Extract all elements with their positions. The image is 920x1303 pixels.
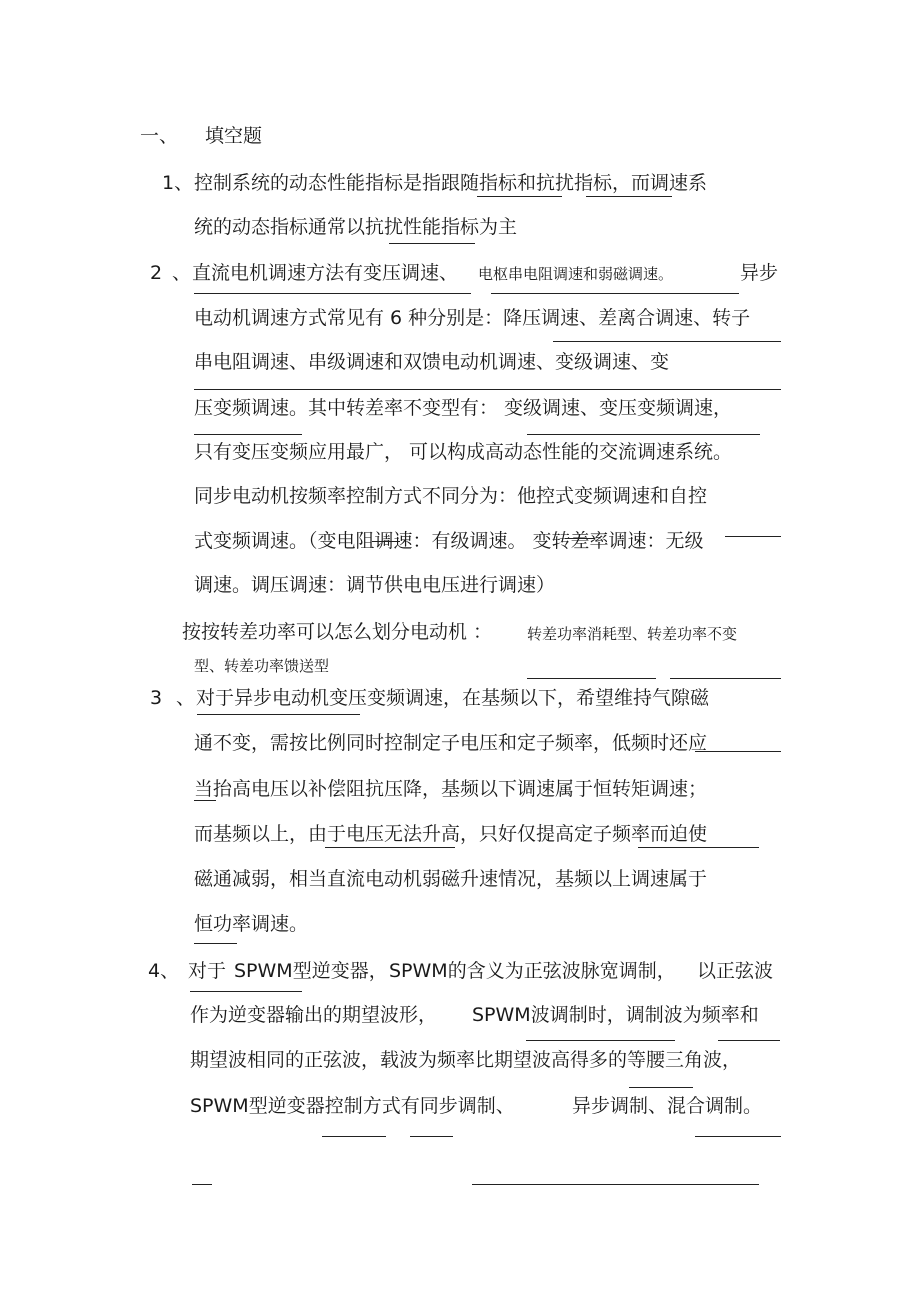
answer-underline: [565, 538, 595, 539]
question-number: 2: [150, 262, 163, 284]
question-number: 1、: [162, 172, 194, 194]
text-segment: 直流电机调速方法有变压调速、: [192, 262, 459, 284]
answer-underline: [695, 751, 781, 752]
answer-underline: [695, 1136, 781, 1137]
answer-underline: [197, 714, 360, 715]
answer-underline: [194, 293, 471, 294]
answer-underline: [190, 991, 302, 992]
text-segment: 电枢串电阻调速和弱磁调速。: [478, 265, 674, 283]
answer-underline: [325, 847, 455, 848]
answer-underline: [586, 196, 672, 197]
answer-underline: [192, 1184, 212, 1185]
text-line: 压变频调速。其中转差率不变型有： 变级调速、变压变频调速，: [194, 397, 733, 419]
text-line: 同步电动机按频率控制方式不同分为：他控式变频调速和自控: [194, 485, 708, 507]
text-line: 电动机调速方式常见有 6 种分别是：降压调速、差离合调速、转子: [194, 307, 751, 329]
answer-underline: [477, 196, 562, 197]
answer-underline: [718, 1040, 780, 1041]
text-segment: SPWM的含义为正弦波脉宽调制，: [389, 960, 676, 982]
answer-underline: [527, 678, 656, 679]
text-line: 当抬高电压以补偿阻抗压降，基频以下调速属于恒转矩调速；: [194, 778, 708, 800]
text-segment: 转差功率消耗型、转差功率不变: [527, 625, 738, 643]
answer-underline: [372, 541, 400, 542]
text-line: 磁通减弱，相当直流电动机弱磁升速情况，基频以上调速属于: [194, 868, 708, 890]
section-title: 填空题: [205, 125, 263, 147]
text-line: 统的动态指标通常以抗扰性能指标为主: [194, 216, 518, 238]
text-line: 通不变，需按比例同时控制定子电压和定子频率，低频时还应: [194, 732, 708, 754]
text-segment: 异步: [740, 262, 779, 284]
answer-underline: [389, 243, 475, 244]
answer-underline: [491, 293, 739, 294]
answer-underline: [725, 536, 781, 537]
answer-underline: [194, 389, 781, 390]
answer-underline: [322, 1136, 386, 1137]
question-separator: 、: [176, 687, 196, 709]
answer-underline: [472, 1184, 759, 1185]
question-number: 4、: [148, 960, 180, 982]
text-line: 控制系统的动态性能指标是指跟随指标和抗扰指标，而调速系: [194, 172, 708, 194]
answer-underline: [194, 943, 237, 944]
text-line: 对于异步电动机变压变频调速，在基频以下，希望维持气隙磁: [196, 687, 710, 709]
answer-underline: [638, 847, 759, 848]
text-segment: 异步调制、混合调制。: [572, 1095, 763, 1117]
answer-underline: [670, 678, 781, 679]
text-line: 期望波相同的正弦波，载波为频率比期望波高得多的等腰三角波，: [190, 1049, 742, 1071]
answer-underline: [194, 434, 302, 435]
text-line: 式变频调速。（变电阻调速：有级调速。 变转差率调速：无级: [194, 530, 704, 552]
text-line: 调速。调压调速：调节供电电压进行调速）: [194, 574, 556, 596]
question-number: 3: [150, 687, 163, 709]
answer-underline: [526, 1040, 675, 1041]
answer-underline: [629, 1087, 693, 1088]
text-line: 型、转差功率馈送型: [194, 657, 330, 675]
text-segment: 作为逆变器输出的期望波形，: [190, 1004, 438, 1026]
text-segment: 以正弦波: [697, 960, 774, 982]
text-line: 只有变压变频应用最广， 可以构成高动态性能的交流调速系统。: [194, 441, 733, 463]
text-line: 恒功率调速。: [194, 913, 309, 935]
text-segment: 对于: [188, 960, 227, 982]
question-separator: 、: [172, 262, 192, 284]
text-segment: SPWM型逆变器，: [234, 960, 388, 982]
answer-underline: [410, 1136, 453, 1137]
section-number: 一、: [140, 125, 179, 147]
answer-underline: [527, 434, 760, 435]
text-line: 而基频以上，由于电压无法升高，只好仅提高定子频率而迫使: [194, 823, 708, 845]
text-segment: SPWM型逆变器控制方式有同步调制、: [190, 1095, 515, 1117]
text-segment: SPWM波调制时，调制波为频率和: [472, 1004, 759, 1026]
answer-underline: [194, 800, 216, 801]
text-line: 串电阻调速、串级调速和双馈电动机调速、变级调速、变: [194, 351, 670, 373]
text-segment: 按按转差功率可以怎么划分电动机 ：: [182, 621, 493, 643]
answer-underline: [553, 341, 781, 342]
